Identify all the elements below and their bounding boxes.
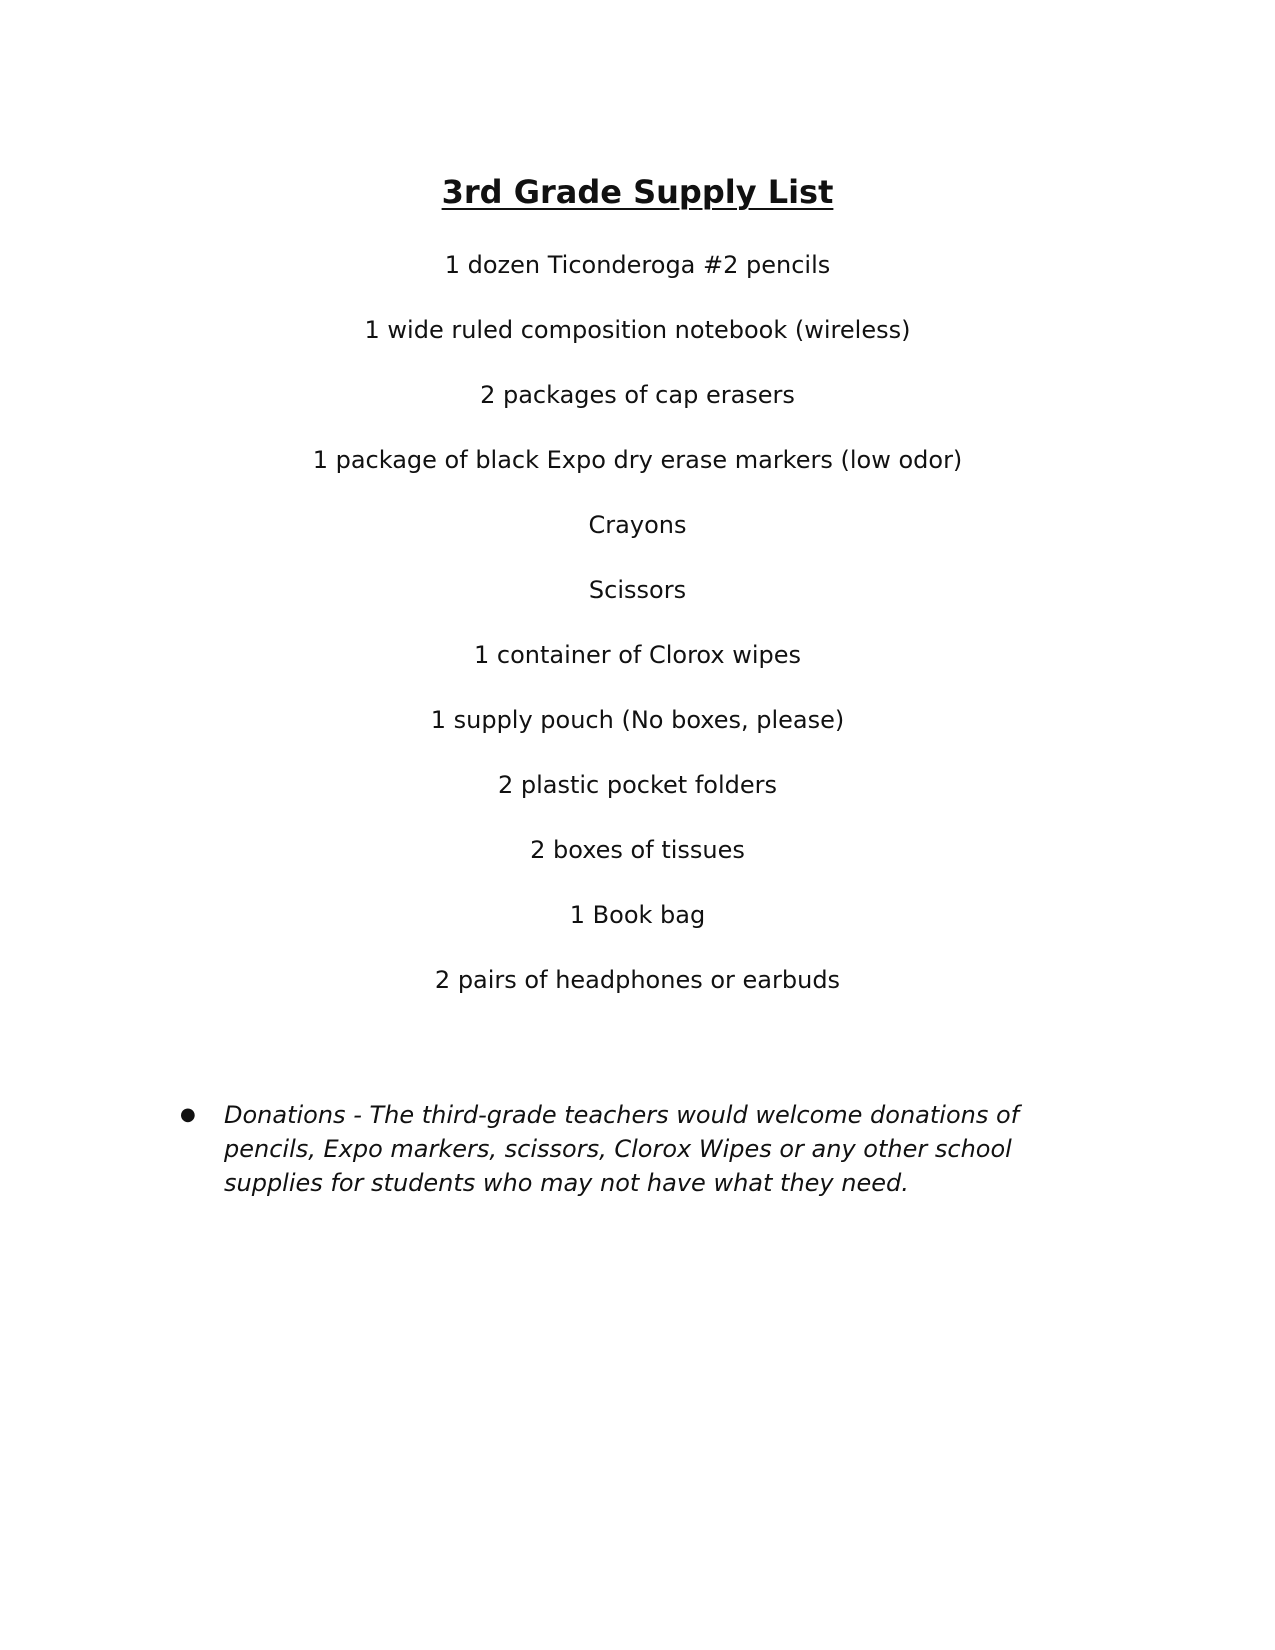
supply-item: 1 dozen Ticonderoga #2 pencils — [444, 251, 831, 279]
supply-item: 1 Book bag — [569, 901, 706, 929]
page-title: 3rd Grade Supply List — [441, 173, 834, 211]
supply-list — [0, 250, 1275, 1030]
supply-item: 1 container of Clorox wipes — [473, 641, 802, 669]
supply-item: 2 plastic pocket folders — [497, 771, 778, 799]
donation-text: Donations - The third-grade teachers would welcome donations of pencils, Expo markers, scissors, Clorox Wipes or any other school supplies for students who may not have what they need. — [224, 1101, 1020, 1197]
supply-item: 2 pairs of headphones or earbuds — [434, 966, 841, 994]
supply-item: 1 package of black Expo dry erase markers (low odor) — [312, 446, 963, 474]
supply-item: 1 wide ruled composition notebook (wireless) — [364, 316, 911, 344]
supply-item: 2 boxes of tissues — [530, 836, 745, 864]
donation-note — [180, 1098, 1100, 1200]
supply-item: 2 packages of cap erasers — [480, 381, 795, 409]
supply-item: Scissors — [588, 576, 687, 604]
supply-item: 1 supply pouch (No boxes, please) — [430, 706, 845, 734]
supply-item: Crayons — [588, 511, 687, 539]
bullet-icon: ● — [180, 1104, 196, 1125]
